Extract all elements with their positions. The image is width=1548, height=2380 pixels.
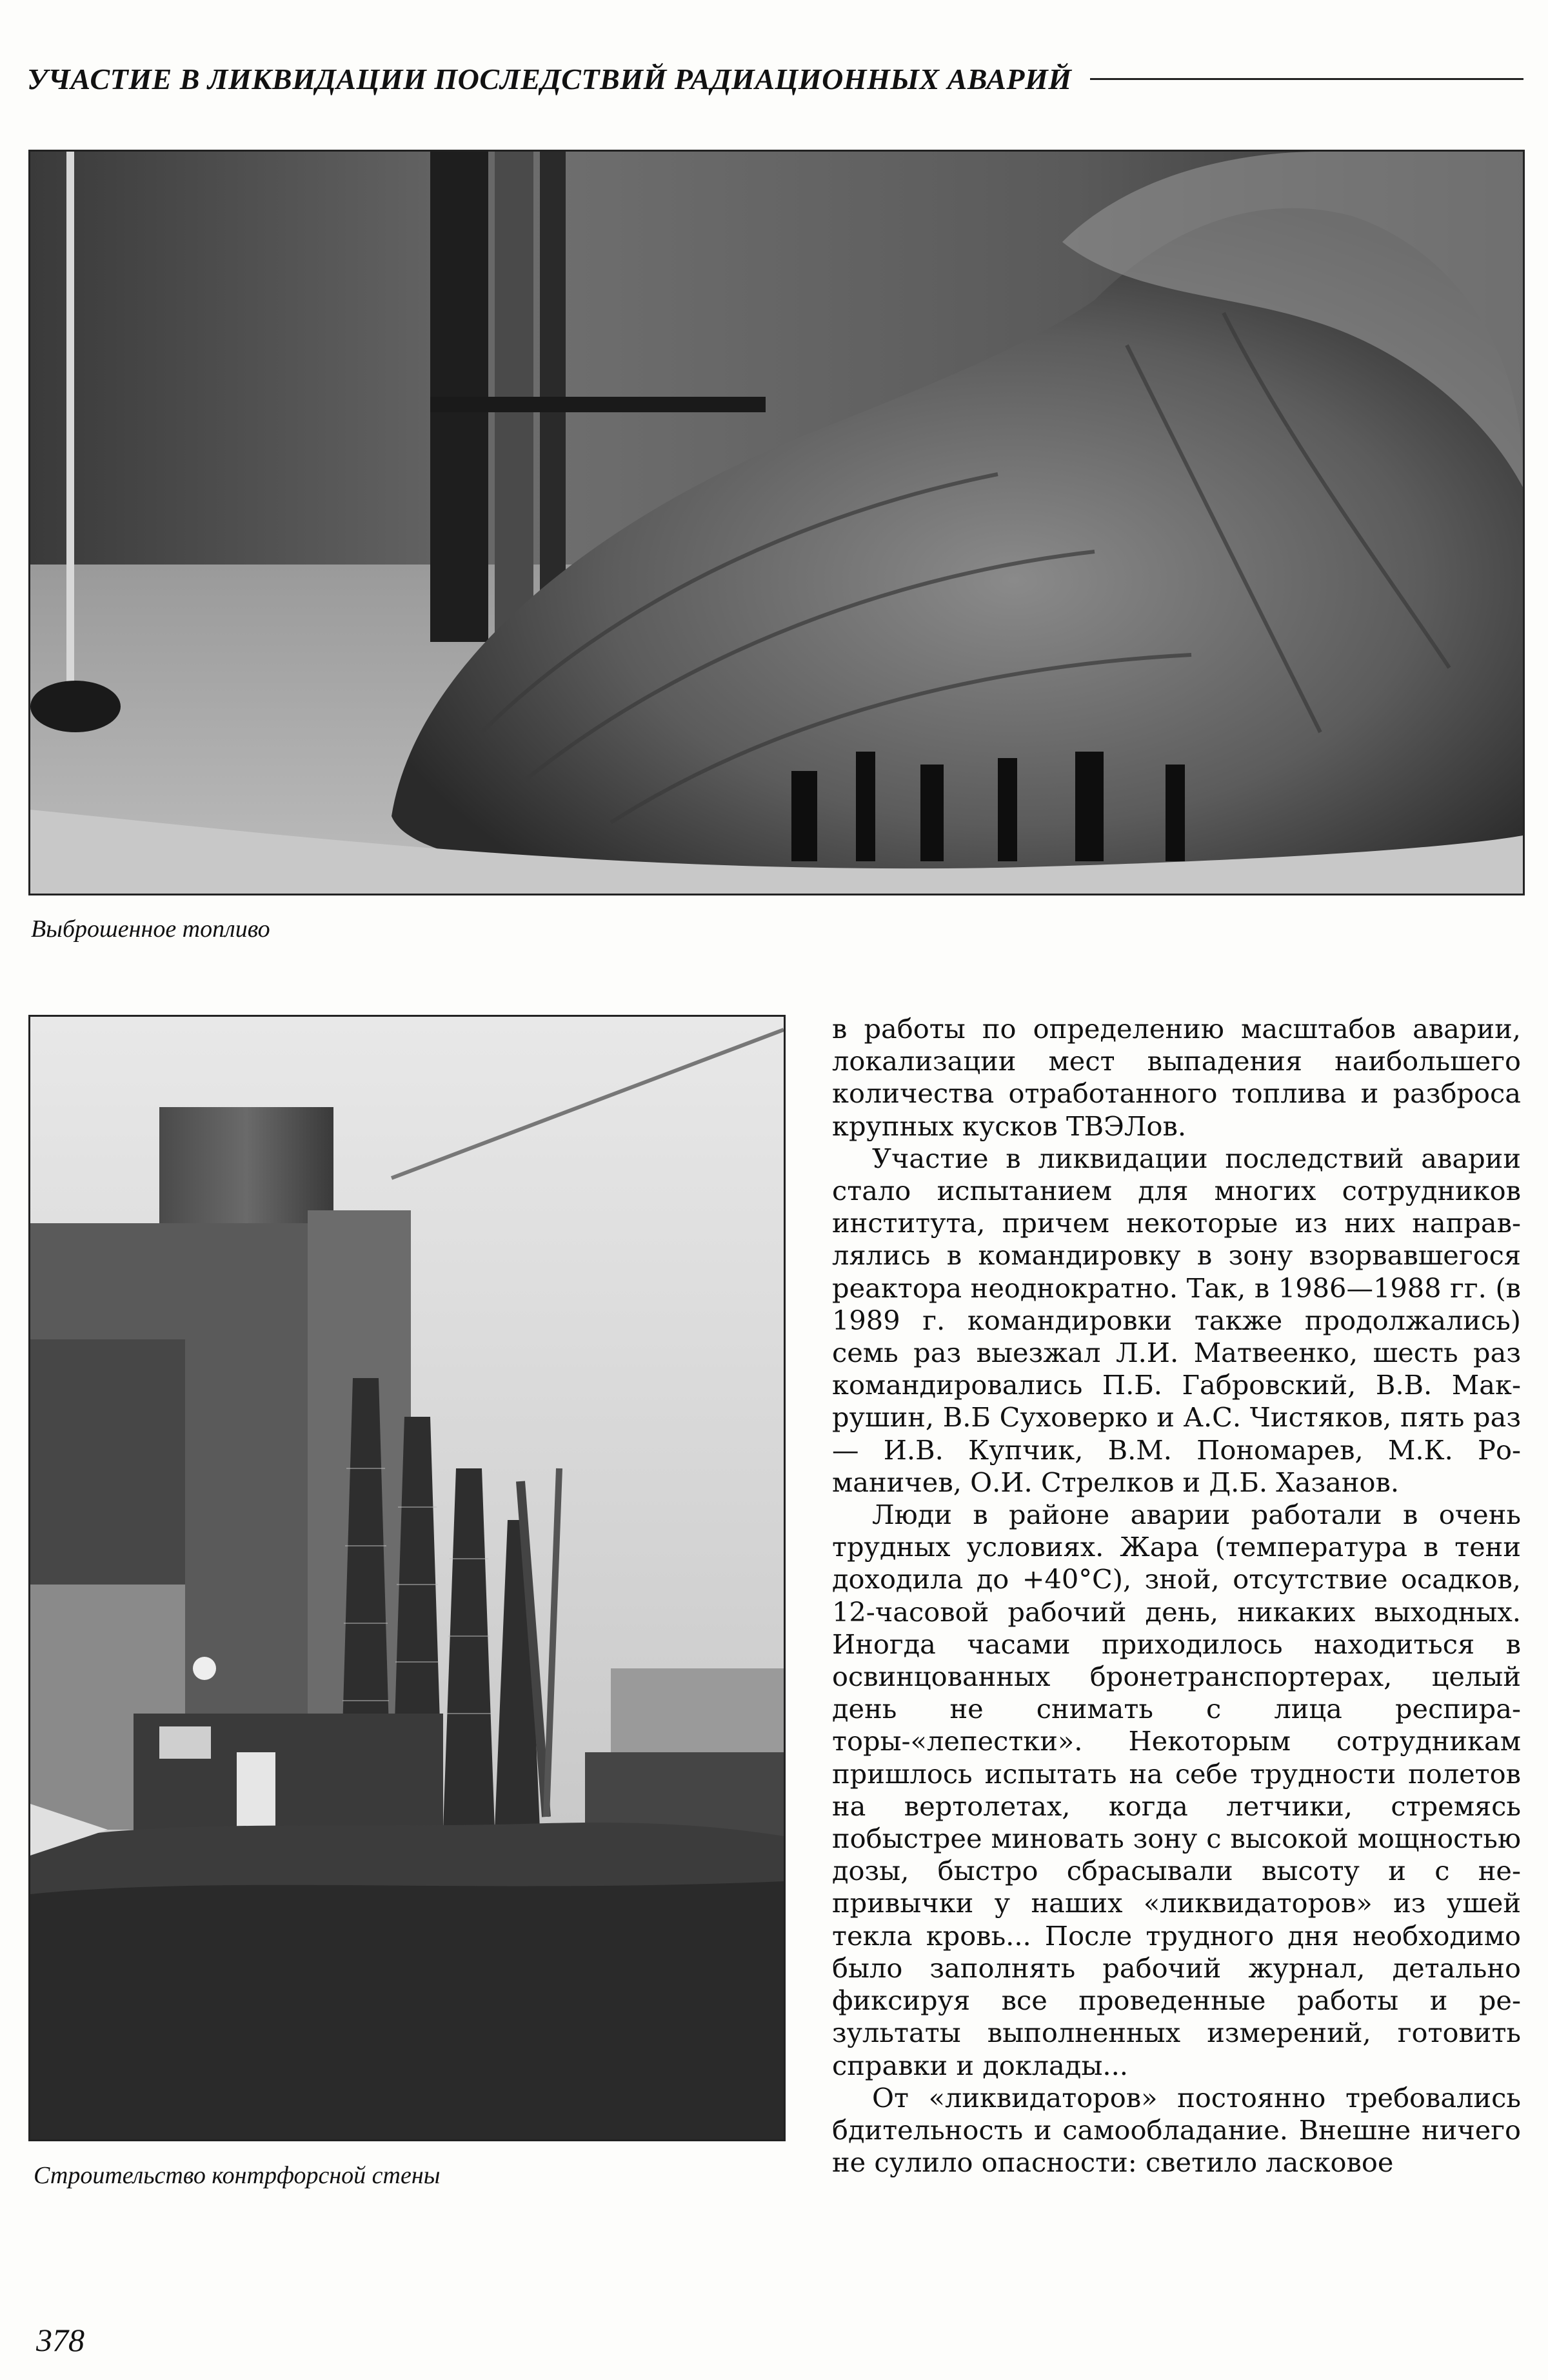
photo-buttress-wall [28,1015,786,2141]
body-text-column [832,1013,1521,2179]
caption-ejected-fuel: Выброшенное топливо [31,915,270,943]
paragraph-1: в работы по определению масштабов аварии, локализации мест выпадения наибольшего количества отработанного топлива и разброса крупных кусков ТВЭЛов. [832,1013,1521,1142]
running-header [27,53,1523,105]
paragraph-2: Участие в ликвидации последствий аварии стало испытанием для многих сотрудников института, причем некоторые из них направлялись в командировку в зону взорвавшегося реактора неоднократно. Так, в 1986—1988 гг. (в 1989 г. командировки также продолжались) семь раз выезжал Л.И. Матвеенко, шесть раз командировались П.Б. Габровский, В.В. Макрушин, В.Б Суховерко и А.С. Чистяков, пять раз — И.В. Купчик, В.М. Пономарев, М.К. Романичев, О.И. Стрелков и Д.Б. Хазанов. [832,1142,1521,1498]
header-title: УЧАСТИЕ В ЛИКВИДАЦИИ ПОСЛЕДСТВИЙ РАДИАЦИОННЫХ АВАРИЙ [27,62,1072,95]
header-rule [1090,78,1523,80]
paragraph-3: Люди в районе аварии работали в очень трудных условиях. Жара (температура в тени доходила до +40°С), зной, отсутствие осадков, 12-часовой рабочий день, никаких выходных. Иногда часами приходилось находиться в освинцованных бронетранспортерах, целый день не снимать с лица респираторы-«лепестки». Некоторым сотрудникам пришлось испытать на себе трудности полетов на вертолетах, когда летчики, стремясь побыстрее миновать зону с высокой мощностью дозы, быстро сбрасывали высоту и с непривычки у наших «ликвидаторов» из ушей текла кровь... После трудного дня необходимо было заполнять рабочий журнал, детально фиксируя все проведенные работы и результаты выполненных измерений, готовить справки и доклады... [832,1499,1521,2081]
caption-buttress-wall: Строительство контрфорсной стены [34,2162,441,2189]
page-number: 378 [36,2322,84,2358]
photo-buttress-wall-image [30,1017,784,2139]
photo-ejected-fuel [28,150,1525,895]
paragraph-4: От «ликвидаторов» постоянно требовались бдительность и самообладание. Внешне ничего не сулило опасности: светило ласковое [832,2081,1521,2179]
photo-ejected-fuel-image [30,152,1523,894]
